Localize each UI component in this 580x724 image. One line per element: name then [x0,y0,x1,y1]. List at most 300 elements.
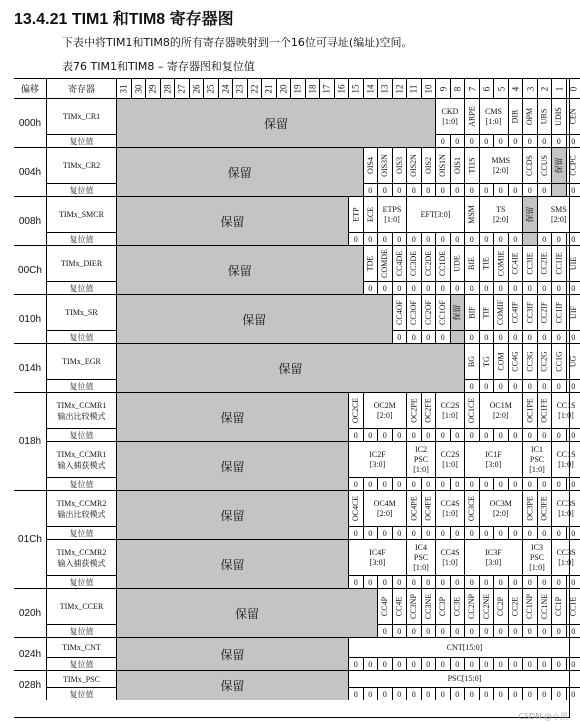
bit-field-label: OIS2 [423,157,433,174]
reset-bit: 0 [493,657,508,670]
bit-field [406,588,421,624]
multi-bit-field: IC4 PSC [1:0] [406,539,435,575]
reset-bit: 0 [551,281,566,294]
bit-field [377,245,392,281]
reset-bit: 0 [537,687,552,700]
reset-bit: 0 [421,624,436,637]
reset-bit: 0 [551,232,566,245]
bit-field [522,294,537,330]
bit-field [406,392,421,428]
reset-value-label: 复位值 [46,526,116,539]
reset-bit: 0 [479,379,494,392]
bit-field [551,588,566,624]
offset-cell: 028h [14,670,46,700]
reset-bit: 0 [392,624,407,637]
register-name: TIMx_DIER [46,245,116,281]
bit-field-label: OIS1 [452,157,462,174]
bit-number: 31 [118,84,129,93]
reset-bit: 0 [464,624,479,637]
reset-bit: 0 [435,330,450,343]
reset-bit: 0 [508,624,523,637]
reset-bit: 0 [551,330,566,343]
reset-bit: 0 [406,183,421,196]
bit-field [551,98,566,134]
reset-bit: 0 [450,281,465,294]
bit-field-label: UDIS [554,107,564,126]
reset-bit: 0 [522,281,537,294]
reserved-block: 保留 [116,539,348,588]
reserved-block: 保留 [116,490,348,539]
reset-bit: 0 [464,232,479,245]
bit-field-label: CC3P [438,596,448,617]
bit-field [450,294,465,330]
reset-bit: 0 [450,477,465,490]
reset-bit: 0 [537,526,552,539]
reset-bit: 0 [435,281,450,294]
reset-bit: 0 [363,281,378,294]
bit-number: 6 [481,86,492,91]
reset-bit: 0 [363,526,378,539]
multi-bit-field: CC1S [1:0] [551,441,580,477]
reset-bit: 0 [537,477,552,490]
register-map-table [14,78,579,718]
reset-bit: 0 [348,657,363,670]
bit-field [566,588,580,624]
table-caption: 表76 TIM1和TIM8 – 寄存器图和复位值 [62,60,255,73]
reset-bit: 0 [566,281,580,294]
bit-header [479,78,494,98]
bit-header [551,78,566,98]
register-name: TIMx_CCMR2 输入捕获模式 [46,539,116,575]
reset-bit: 0 [493,379,508,392]
offset-cell: 004h [14,147,46,196]
bit-field [363,245,378,281]
bit-field [537,392,552,428]
reset-bit: 0 [435,428,450,441]
reset-bit: 0 [377,232,392,245]
multi-bit-field: OC1M [2:0] [479,392,523,428]
reserved-block: 保留 [116,196,348,245]
multi-bit-field: OC3M [2:0] [479,490,523,526]
reset-bit: 0 [566,379,580,392]
reset-bit: 0 [537,330,552,343]
reset-value-label: 复位值 [46,657,116,670]
reset-value-label: 复位值 [46,379,116,392]
bit-number: 14 [365,84,376,93]
bit-field-label: TDE [365,255,375,272]
bit-field-label: CC2NE [481,593,491,620]
bit-number: 30 [133,84,144,93]
bit-field [421,392,436,428]
reset-bit: 0 [435,575,450,588]
bit-field [508,98,523,134]
bit-header [566,78,580,98]
bit-field-label: CC1DE [438,250,448,277]
bit-field-label: CCUS [539,155,549,176]
reset-bit: 0 [566,134,580,147]
bit-number: 28 [162,84,173,93]
reset-bit: 0 [479,428,494,441]
reset-bit: 0 [421,281,436,294]
bit-field [522,147,537,183]
reset-value-label: 复位值 [46,281,116,294]
bit-field-label: COMDE [380,249,390,278]
bit-number: 3 [524,86,535,91]
bit-field-label: CC3E [452,596,462,617]
reset-bit: 0 [551,657,566,670]
bit-field [551,245,566,281]
bit-field [421,245,436,281]
reset-bit: 0 [406,477,421,490]
reset-bit: 0 [392,687,407,700]
bit-field-label: CC3NP [409,594,419,619]
multi-bit-field: IC1 PSC [1:0] [522,441,551,477]
reset-bit: 0 [479,657,494,670]
bit-number: 13 [379,84,390,93]
reset-bit: 0 [406,575,421,588]
multi-bit-field: CNT[15:0] [348,637,580,657]
bit-field [464,490,479,526]
reset-bit: 0 [508,281,523,294]
multi-bit-field: EFT[3:0] [406,196,464,232]
reset-bit: 0 [406,428,421,441]
reset-bit: 0 [421,428,436,441]
reset-bit: 0 [392,330,407,343]
bit-header [290,78,305,98]
bit-field [464,196,479,232]
bit-field [406,245,421,281]
reset-bit: 0 [464,575,479,588]
bit-field-label: CC1E [568,596,578,617]
bit-field-label: OPM [525,107,535,126]
offset-cell: 010h [14,294,46,343]
bit-field [348,490,363,526]
bit-field [479,245,494,281]
reset-bit: 0 [566,232,580,245]
reset-bit: 0 [566,183,580,196]
bit-field [464,245,479,281]
reset-bit: 0 [522,330,537,343]
reserved-block: 保留 [116,670,348,700]
bit-field [522,245,537,281]
multi-bit-field: IC4F [3:0] [348,539,406,575]
reset-bit: 0 [377,281,392,294]
reset-bit: 0 [363,657,378,670]
reset-bit: 0 [348,428,363,441]
bit-field-label: TI1S [467,157,477,174]
bit-field [348,196,363,232]
multi-bit-field: CMS [1:0] [479,98,508,134]
bit-field [522,490,537,526]
bit-field-label: OC1PE [525,398,535,423]
reset-value-label: 复位值 [46,575,116,588]
bit-field [551,343,566,379]
multi-bit-field: CC2S [1:0] [435,441,464,477]
reset-bit: 0 [450,232,465,245]
bit-header [406,78,421,98]
reset-bit: 0 [522,575,537,588]
bit-field-label: UIF [568,306,578,319]
reset-bit: 0 [551,428,566,441]
reset-bit: 0 [450,428,465,441]
multi-bit-field: ETPS [1:0] [377,196,406,232]
bit-field [493,294,508,330]
bit-field [508,588,523,624]
bit-field [522,343,537,379]
bit-header [261,78,276,98]
reset-bit [522,232,537,245]
reset-value-label: 复位值 [46,183,116,196]
reserved-block: 保留 [116,588,377,637]
reset-bit: 0 [566,687,580,700]
reset-bit [450,330,465,343]
bit-field [537,343,552,379]
bit-field-label: CC4IF [510,301,520,324]
bit-number: 18 [307,84,318,93]
header-register: 寄存器 [46,78,116,98]
bit-number: 15 [350,84,361,93]
bit-field [450,245,465,281]
bit-field [392,245,407,281]
reset-bit: 0 [566,477,580,490]
bit-field-label: OIS3N [380,154,390,177]
reset-bit: 0 [508,330,523,343]
reset-bit: 0 [363,687,378,700]
bit-field-label: OC2PE [409,398,419,423]
reset-bit: 0 [493,687,508,700]
reset-bit: 0 [392,657,407,670]
register-name: TIMx_CCMR1 输出比较模式 [46,392,116,428]
bit-field [479,294,494,330]
bit-header [131,78,146,98]
bit-field-label: CC2IE [539,252,549,275]
multi-bit-field: SMS [2:0] [537,196,580,232]
multi-bit-field: OC2M [2:0] [363,392,407,428]
reset-bit: 0 [537,575,552,588]
bit-field-label: UIE [568,256,578,271]
bit-header [392,78,407,98]
bit-field [537,588,552,624]
reset-bit: 0 [406,281,421,294]
bit-field-label: OIS1N [438,154,448,177]
bit-header [508,78,523,98]
bit-header [334,78,349,98]
offset-cell: 01Ch [14,490,46,588]
bit-header [435,78,450,98]
bit-field-label: CC3NE [423,593,433,620]
multi-bit-field: CC4S [1:0] [435,539,464,575]
reset-bit: 0 [566,575,580,588]
reset-bit: 0 [464,281,479,294]
reserved-block: 保留 [116,441,348,490]
reset-bit: 0 [464,183,479,196]
register-name: TIMx_CCMR2 输出比较模式 [46,490,116,526]
reset-value-label: 复位值 [46,624,116,637]
reset-bit: 0 [479,624,494,637]
bit-field [406,490,421,526]
bit-field [377,588,392,624]
reset-bit: 0 [377,183,392,196]
reset-bit: 0 [406,687,421,700]
bit-field-label: CC2DE [423,250,433,277]
intro-paragraph: 下表中将TIM1和TIM8的所有寄存器映射到一个16位可寻址(编址)空间。 [62,36,413,49]
bit-number: 29 [147,84,158,93]
reset-bit: 0 [566,330,580,343]
bit-number: 4 [510,86,521,91]
reset-bit: 0 [377,624,392,637]
bit-field-label: CC3G [525,351,535,372]
reset-bit: 0 [479,232,494,245]
reset-bit: 0 [493,428,508,441]
reset-bit: 0 [522,428,537,441]
bit-number: 17 [321,84,332,93]
reset-bit: 0 [479,330,494,343]
bit-field [421,294,436,330]
reset-bit: 0 [392,575,407,588]
bit-field-label: CC4P [380,596,390,617]
reset-bit: 0 [435,526,450,539]
reset-bit: 0 [392,183,407,196]
reset-bit: 0 [450,526,465,539]
reset-bit: 0 [508,232,523,245]
offset-cell: 020h [14,588,46,637]
bit-header [247,78,262,98]
bit-field [435,245,450,281]
reset-bit: 0 [537,281,552,294]
reset-bit: 0 [508,134,523,147]
bit-field [551,147,566,183]
bit-field [566,343,580,379]
register-name: TIMx_CR2 [46,147,116,183]
reset-bit: 0 [421,477,436,490]
multi-bit-field: IC3F [3:0] [464,539,522,575]
bit-field [464,147,479,183]
reset-bit: 0 [522,379,537,392]
reset-bit: 0 [363,232,378,245]
multi-bit-field: PSC[15:0] [348,670,580,687]
bit-number: 27 [176,84,187,93]
reset-bit: 0 [522,657,537,670]
reset-bit: 0 [421,687,436,700]
bit-field [537,245,552,281]
reset-bit: 0 [464,687,479,700]
bit-field [392,294,407,330]
reset-value-label: 复位值 [46,232,116,245]
multi-bit-field: IC2F [3:0] [348,441,406,477]
reset-bit: 0 [508,687,523,700]
bit-field [348,392,363,428]
multi-bit-field: IC1F [3:0] [464,441,522,477]
bit-field-label: CC4G [510,351,520,372]
bit-field [537,98,552,134]
bit-number: 1 [553,86,564,91]
register-name: TIMx_EGR [46,343,116,379]
bit-number: 24 [220,84,231,93]
reset-bit: 0 [435,687,450,700]
bit-field-label: CC4E [394,596,404,617]
reset-bit: 0 [363,183,378,196]
bit-field [421,147,436,183]
bit-header [116,78,131,98]
bit-field-label: OC1CE [467,397,477,424]
offset-cell: 000h [14,98,46,147]
bit-number: 11 [408,84,419,93]
bit-header [319,78,334,98]
reset-bit: 0 [406,657,421,670]
reset-bit: 0 [479,281,494,294]
multi-bit-field: IC2 PSC [1:0] [406,441,435,477]
register-name: TIMx_CCER [46,588,116,624]
bit-field-label: CC2G [539,351,549,372]
reset-bit: 0 [406,330,421,343]
reset-bit: 0 [450,687,465,700]
register-name: TIMx_SR [46,294,116,330]
reset-bit: 0 [363,428,378,441]
bit-field-label: BIF [467,306,477,319]
multi-bit-field: IC3 PSC [1:0] [522,539,551,575]
reset-bit: 0 [493,183,508,196]
reset-bit: 0 [363,477,378,490]
bit-field-label: OIS3 [394,157,404,174]
bit-field-label: OIS4 [365,157,375,174]
reset-bit: 0 [522,477,537,490]
reserved-block: 保留 [116,294,392,343]
reset-bit: 0 [522,134,537,147]
reset-bit: 0 [450,134,465,147]
bit-field-label: CC3IE [525,252,535,275]
bit-field-label: ECE [365,206,375,223]
bit-field [464,98,479,134]
offset-cell: 024h [14,637,46,670]
reset-bit: 0 [493,575,508,588]
bit-field [551,294,566,330]
reset-bit: 0 [435,657,450,670]
reset-bit: 0 [508,183,523,196]
bit-header [174,78,189,98]
bit-header [160,78,175,98]
bit-field-label: OC4CE [351,495,361,522]
bit-field [450,588,465,624]
reserved-block: 保留 [116,98,435,147]
reset-value-label: 复位值 [46,134,116,147]
reset-bit: 0 [464,657,479,670]
bit-header [305,78,320,98]
reset-bit: 0 [537,657,552,670]
reset-bit: 0 [392,281,407,294]
watermark: CSDN @小黑 [518,712,568,721]
bit-field [392,588,407,624]
reset-bit: 0 [450,183,465,196]
reset-bit: 0 [392,526,407,539]
register-name: TIMx_CNT [46,637,116,657]
reset-bit: 0 [551,624,566,637]
reset-bit: 0 [450,624,465,637]
bit-header [377,78,392,98]
bit-field [566,294,580,330]
reserved-block: 保留 [116,245,363,294]
reset-bit: 0 [508,575,523,588]
bit-field-label: CC4IE [510,252,520,275]
bit-field-label: COMIF [496,299,506,326]
multi-bit-field: CC3S [1:0] [551,490,580,526]
bit-field [377,147,392,183]
bit-field [479,588,494,624]
reset-bit: 0 [566,624,580,637]
bit-number: 25 [205,84,216,93]
reset-bit: 0 [508,657,523,670]
bit-field [522,588,537,624]
reset-bit: 0 [464,428,479,441]
